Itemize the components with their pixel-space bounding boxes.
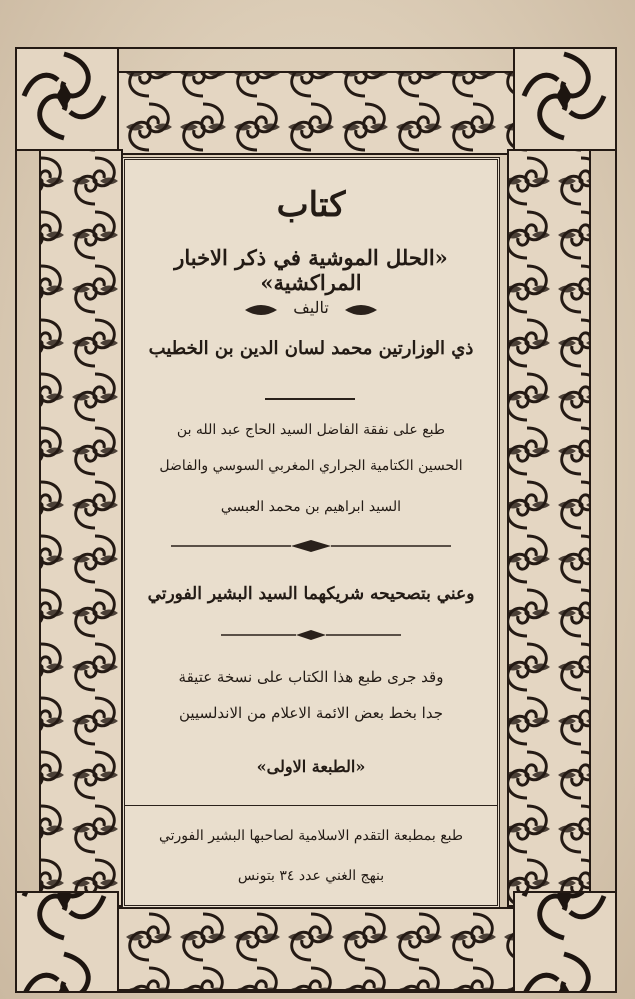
divider-line bbox=[125, 805, 497, 806]
author-label: تاليف bbox=[293, 298, 329, 317]
note-line: وقد جرى طبع هذا الكتاب على نسخة عتيقة bbox=[178, 668, 444, 686]
text-panel bbox=[122, 157, 500, 908]
divider-ornament bbox=[221, 630, 401, 640]
author-name: ذي الوزارتين محمد لسان الدين بن الخطيب bbox=[148, 338, 474, 359]
correction-line: وعني بتصحيحه شريكهما السيد البشير الفورتي bbox=[147, 584, 475, 604]
note-line: جدا بخط بعض الائمة الاعلام من الاندلسيين bbox=[179, 704, 443, 722]
printing-line: الحسين الكتامية الجراري المغربي السوسي والفاضل bbox=[159, 458, 463, 474]
press-line: طبع بمطبعة التقدم الاسلامية لصاحبها البشير الفورتي bbox=[158, 828, 464, 844]
edition-label: «الطبعة الاولى» bbox=[256, 757, 366, 776]
printing-line: طبع على نفقة الفاضل السيد الحاج عبد الله بن bbox=[176, 422, 446, 438]
divider-line bbox=[265, 398, 355, 400]
printing-line: السيد ابراهيم بن محمد العبسي bbox=[220, 499, 402, 515]
divider-ornament bbox=[171, 540, 451, 552]
book-title: «الحلل الموشية في ذكر الاخبار المراكشية» bbox=[174, 245, 448, 295]
book-heading: كتاب bbox=[276, 185, 346, 225]
press-line: بنهج الغني عدد ٣٤ بتونس bbox=[237, 868, 385, 884]
